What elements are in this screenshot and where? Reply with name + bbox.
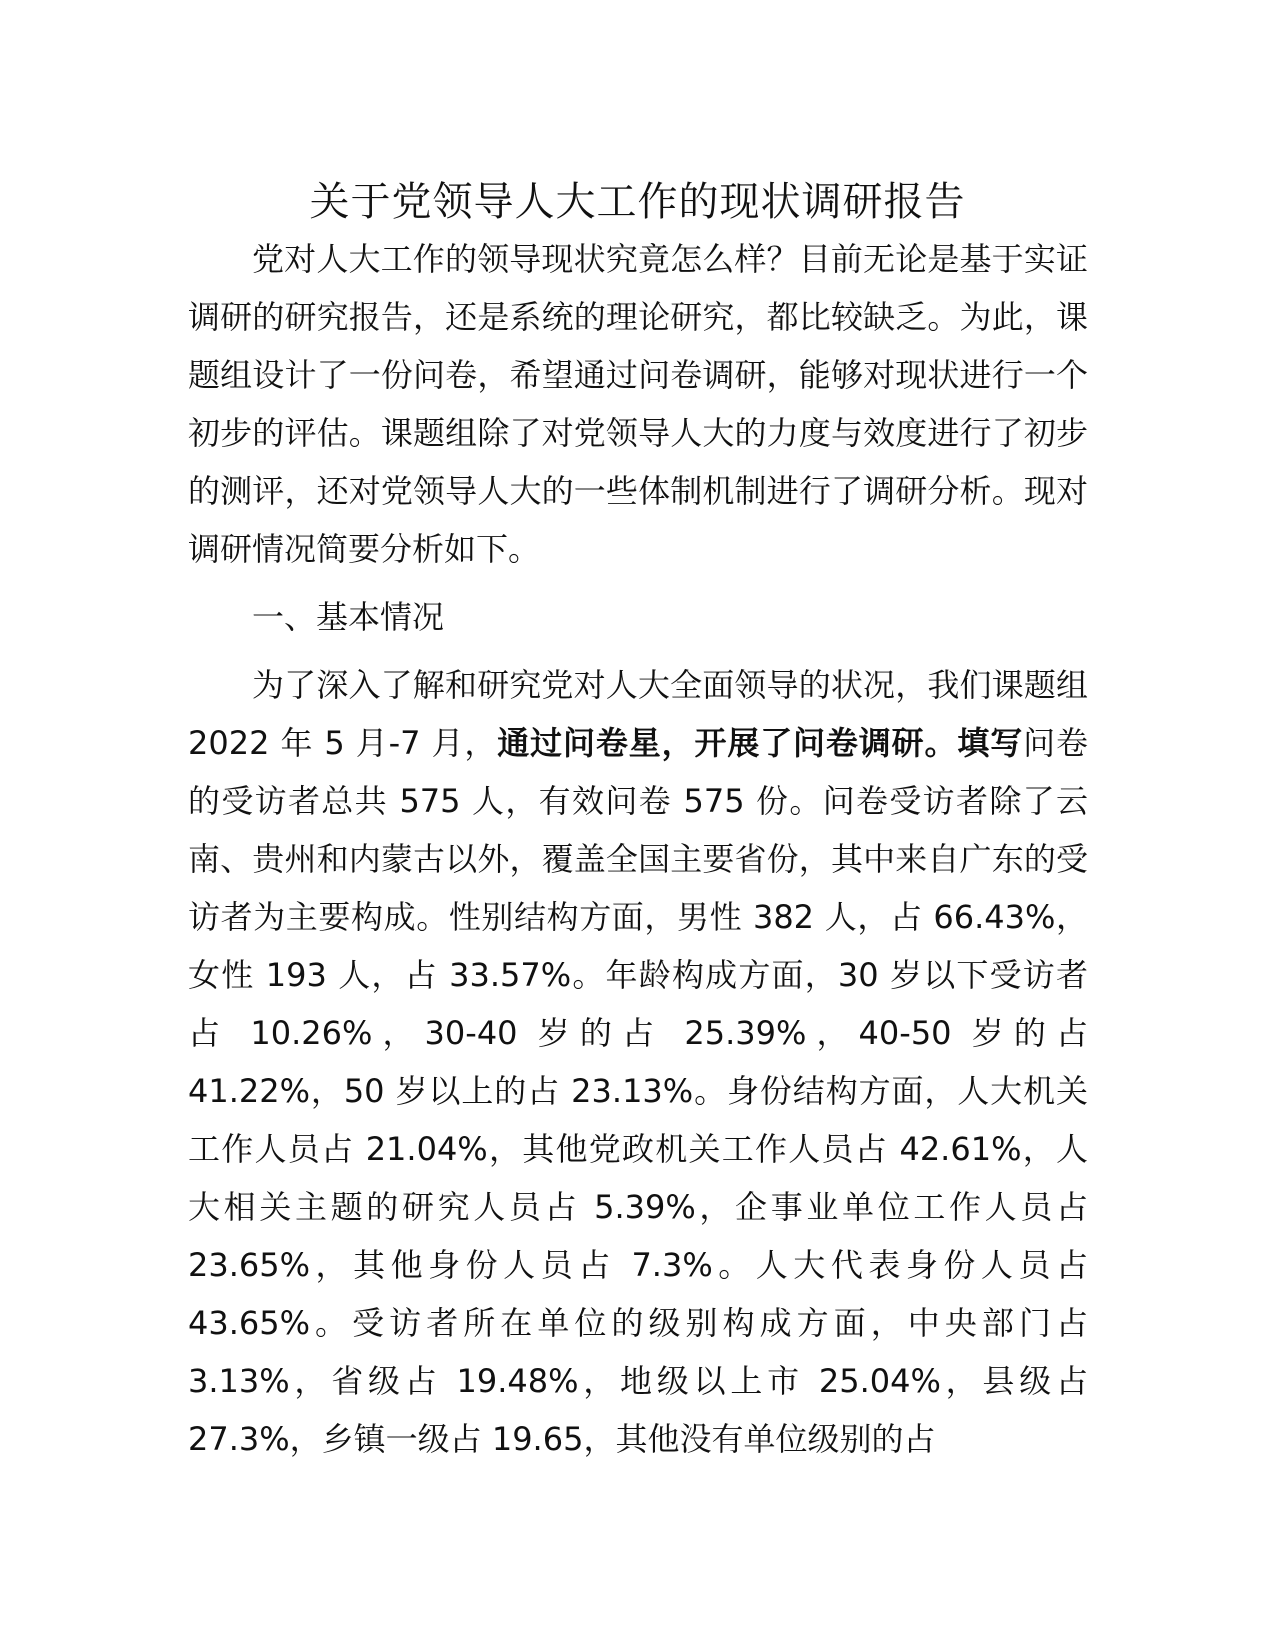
section-heading: 一、基本情况 bbox=[252, 598, 445, 636]
section-heading-block bbox=[188, 588, 1088, 646]
intro-section bbox=[188, 230, 1088, 578]
basic-situation-section bbox=[188, 656, 1088, 1468]
basic-situation-text-1: 为了深入了解和研究党对人大全面领导的状况，我们课题组 2022 年 5 月-7 月， bbox=[188, 666, 1088, 762]
document-title: 关于党领导人大工作的现状调研报告 bbox=[309, 178, 966, 225]
basic-situation-text-2: 问卷的受访者总共 575 人，有效问卷 575 份。问卷受访者除了云南、贵州和内蒙古以外，覆盖全国主要省份，其中来自广东的受访者为主要构成。性别结构方面，男性 382 人，占 66.43%，女性 193 人，占 33.57%。年龄构成方面，30 岁以下受访者占 10.26%，30-40 岁的占 25.39%，40-50 岁的占 41.22%，50 岁以上的占 23.13%。身份结构方面，人大机关工作人员占 21.04%，其他党政机关工作人员占 42.61%，人大相关主题的研究人员占 5.39%，企事业单位工作人员占 23.65%，其他身份人员占 7.3%。人大代表身份人员占 43.65%。受访者所在单位的级别构成方面，中央部门占 3.13%，省级占 19.48%，地级以上市 25.04%，县级占 27.3%，乡镇一级占 19.65，其他没有单位级别的占 bbox=[188, 724, 1088, 1458]
basic-situation-paragraph bbox=[188, 656, 1088, 1468]
intro-paragraph: 党对人大工作的领导现状究竟怎么样？目前无论是基于实证调研的研究报告，还是系统的理论研究，都比较缺乏。为此，课题组设计了一份问卷，希望通过问卷调研，能够对现状进行一个初步的评估。课题组除了对党领导人大的力度与效度进行了初步的测评，还对党领导人大的一些体制机制进行了调研分析。现对调研情况简要分析如下。 bbox=[188, 240, 1088, 568]
basic-situation-text-bold: 通过问卷星，开展了问卷调研。填写 bbox=[497, 724, 1024, 762]
